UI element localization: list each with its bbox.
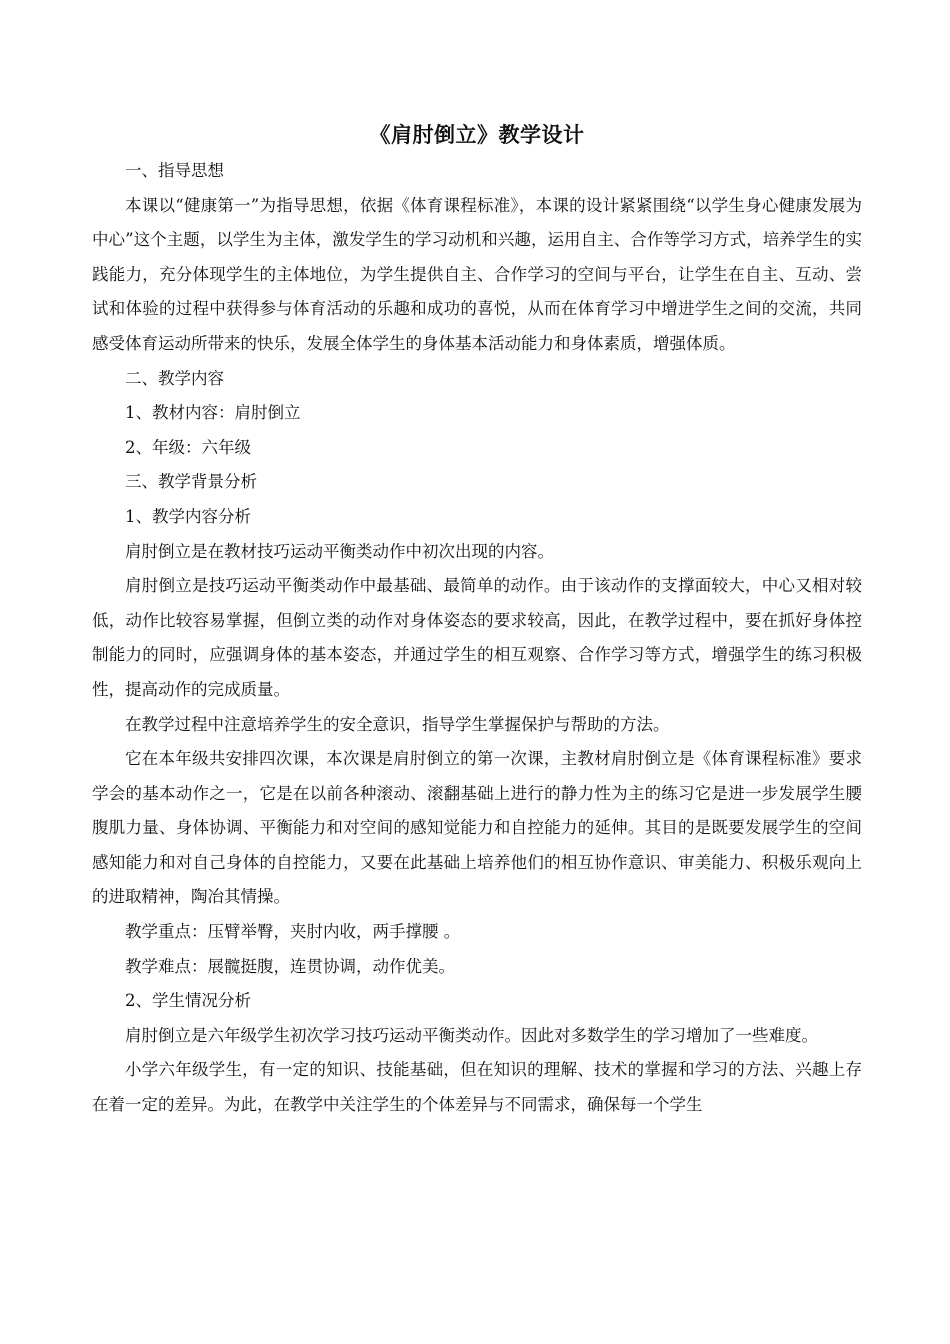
- paragraph-basic-movement: 肩肘倒立是技巧运动平衡类动作中最基础、最简单的动作。由于该动作的支撑面较大，中心又相对较低，动作比较容易掌握，但倒立类的动作对身体姿态的要求较高，因此，在教学过程中，要在抓好身体控制能力的同时，应强调身体的基本姿态，并通过学生的相互观察、合作学习等方式，增强学生的练习积极性，提高动作的完成质量。: [92, 576, 862, 699]
- subheading-content-analysis: 1、教学内容分析: [125, 506, 251, 526]
- heading-guiding-ideology: 一、指导思想: [125, 161, 224, 180]
- subheading-student-analysis: 2、学生情况分析: [125, 991, 251, 1011]
- paragraph-guiding-ideology: 本课以“健康第一”为指导思想，依据《体育课程标准》，本课的设计紧紧围绕“以学生身心健康发展为中心”这个主题，以学生为主体，激发学生的学习动机和兴趣，运用自主、合作等学习方式，培养学生的实践能力，充分体现学生的主体地位，为学生提供自主、合作学习的空间与平台，让学生在自主、互动、尝试和体验的过程中获得参与体育活动的乐趣和成功的喜悦，从而在体育学习中增进学生之间的交流，共同感受体育运动所带来的快乐，发展全体学生的身体基本活动能力和身体素质，增强体质。: [92, 195, 862, 353]
- teaching-key-points: 教学重点：压臂举臀，夹肘内收，两手撑腰 。: [125, 922, 461, 942]
- paragraph-first-appearance: 肩肘倒立是在教材技巧运动平衡类动作中初次出现的内容。: [125, 541, 554, 561]
- heading-background-analysis: 三、教学背景分析: [125, 472, 257, 492]
- paragraph-student-first-learning: 肩肘倒立是六年级学生初次学习技巧运动平衡类动作。因此对多数学生的学习增加了一些难度。: [125, 1025, 818, 1045]
- paragraph-lesson-arrangement: 它在本年级共安排四次课，本次课是肩肘倒立的第一次课，主教材肩肘倒立是《体育课程标准》要求学会的基本动作之一，它是在以前各种滚动、滚翻基础上进行的静力性为主的练习它是进一步发展学生腰腹肌力量、身体协调、平衡能力和对空间的感知觉能力和自控能力的延伸。其目的是既要发展学生的空间感知能力和对自己身体的自控能力，又要在此基础上培养他们的相互协作意识、审美能力、积极乐观向上的进取精神，陶冶其情操。: [92, 749, 862, 907]
- heading-teaching-content: 二、教学内容: [125, 368, 224, 388]
- paragraph-safety: 在教学过程中注意培养学生的安全意识，指导学生掌握保护与帮助的方法。: [125, 714, 670, 734]
- paragraph-student-differences: 小学六年级学生，有一定的知识、技能基础，但在知识的理解、技术的掌握和学习的方法、兴趣上存在着一定的差异。为此，在教学中关注学生的个体差异与不同需求，确保每一个学生: [92, 1060, 862, 1115]
- document-title: 《肩肘倒立》教学设计: [369, 123, 585, 147]
- item-material-content: 1、教材内容：肩肘倒立: [125, 403, 301, 423]
- item-grade: 2、年级：六年级: [125, 437, 251, 457]
- teaching-difficulties: 教学难点：展髋挺腹，连贯协调，动作优美。: [125, 956, 455, 976]
